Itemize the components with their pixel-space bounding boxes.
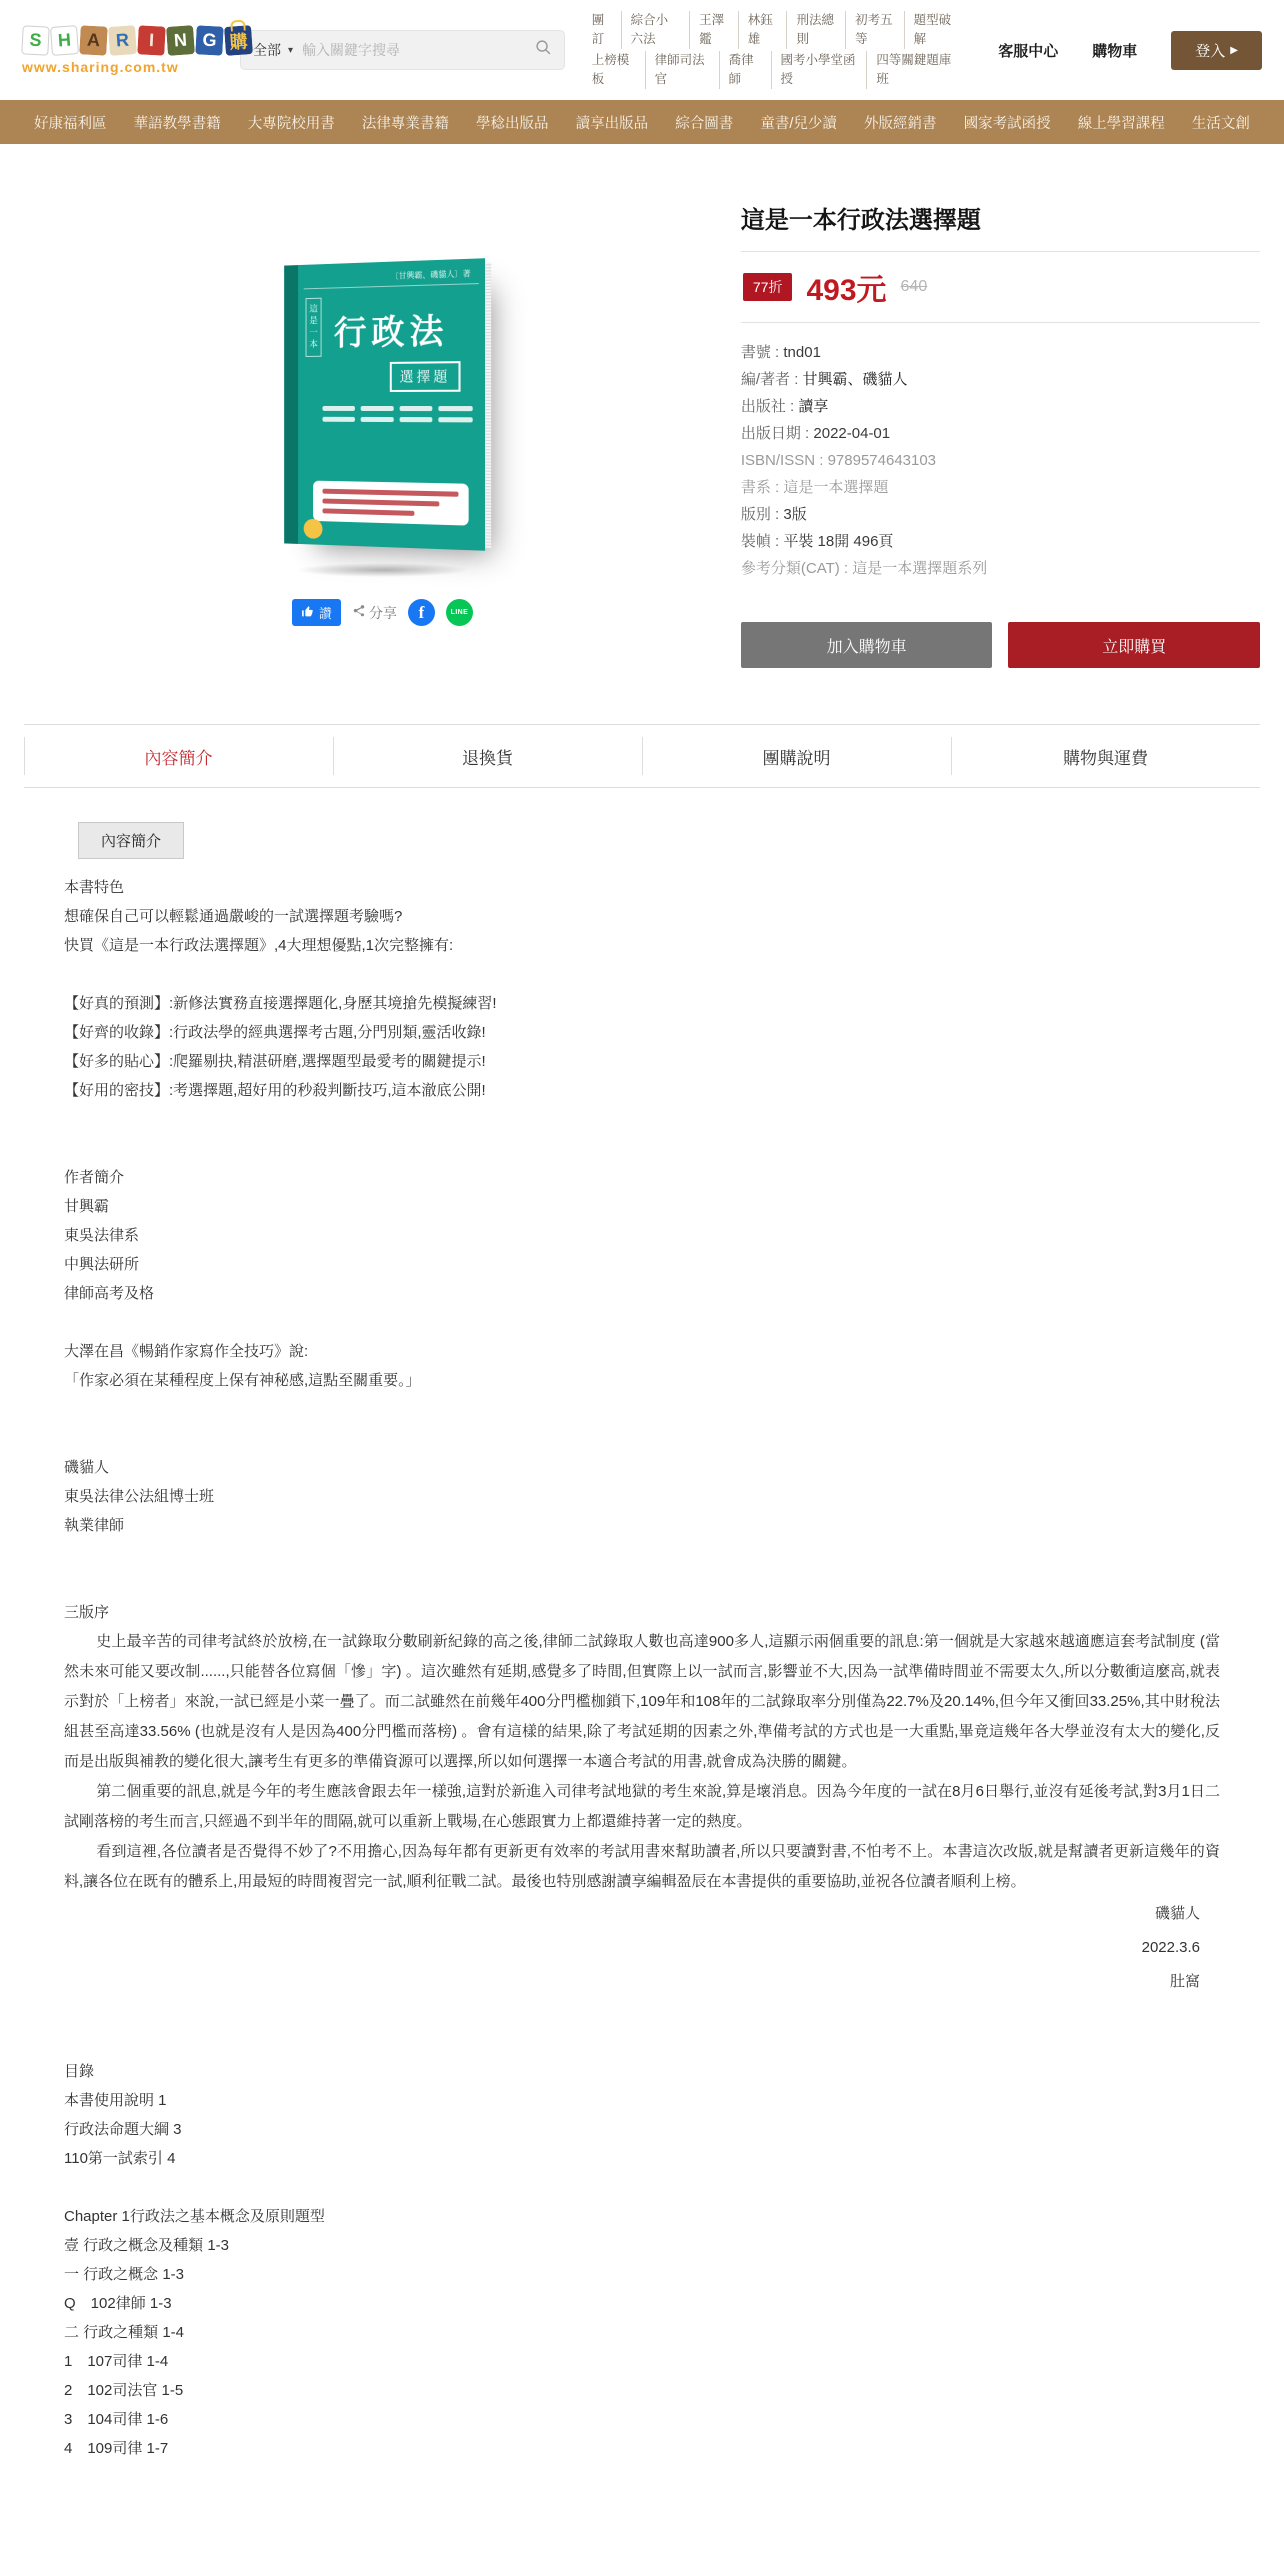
cover-subtitle: 選擇題: [390, 361, 461, 392]
search-icon[interactable]: [535, 39, 552, 61]
main: [24, 144, 1260, 2463]
login-button[interactable]: [1171, 31, 1262, 70]
nav-item[interactable]: 讀享出版品: [575, 115, 649, 132]
meta-value: 甘興霸、磯貓人: [802, 371, 908, 388]
quick-links-row-2: [583, 51, 963, 89]
meta-row: [741, 447, 1260, 474]
meta-label: 書系 :: [740, 479, 784, 496]
content-line: 【好用的密技】:考選擇題,超好用的秒殺判斷技巧,這本澈底公開!: [64, 1082, 486, 1099]
arrow-right-icon: ▶: [1230, 44, 1238, 56]
content-line: 1 107司律 1-4: [64, 2353, 169, 2370]
quick-link[interactable]: 喬律師: [720, 51, 772, 89]
content-line: [64, 1424, 1220, 1453]
quick-link[interactable]: 上榜模板: [583, 51, 646, 89]
logo-letter: A: [79, 25, 107, 55]
quick-link[interactable]: 四等關鍵題庫班: [876, 53, 952, 86]
content-line: [64, 1395, 1220, 1424]
add-to-cart-button[interactable]: 加入購物車: [741, 622, 993, 668]
quick-link[interactable]: 律師司法官: [646, 51, 720, 89]
meta-value: 平裝 18開 496頁: [783, 533, 894, 550]
book-spine: [285, 265, 299, 544]
meta-value: tnd01: [783, 344, 821, 361]
logo-url: www.sharing.com.tw: [22, 58, 179, 75]
meta-value: 9789574643103: [827, 452, 937, 469]
content-line: 目錄: [64, 2063, 95, 2080]
content-line: 三版序: [64, 1604, 110, 1621]
meta-value: 這是一本選擇題系列: [852, 560, 988, 577]
content-line: 看到這裡,各位讀者是否覺得不妙了?不用擔心,因為每年都有更新更有效率的考試用書來幫助讀者,所以只要讀對書,不怕考不上。本書這次改版,就是幫讀者更新這幾年的資料,讓各位在既有的體系上,用最短的時間複習完一試,順利征戰二試。最後也特別感謝讀享編輯盈辰在本書提供的重要協助,並祝各位讀者順利上榜。: [64, 1843, 1220, 1890]
line-icon[interactable]: LINE: [446, 599, 473, 626]
content-line: 磯貓人: [64, 1459, 110, 1476]
cover-note-box: [314, 481, 470, 526]
search-input[interactable]: [300, 41, 528, 59]
content-line: [64, 1540, 1220, 1569]
quick-link[interactable]: 初考五等: [846, 11, 905, 49]
quick-link[interactable]: 綜合小六法: [622, 11, 691, 49]
original-price: 640: [900, 278, 928, 295]
content-line: Chapter 1行政法之基本概念及原則題型: [64, 2208, 325, 2225]
meta-label: 版別 :: [740, 506, 784, 523]
book-cover-image: [285, 258, 486, 551]
content-line: 4 109司律 1-7: [64, 2440, 169, 2457]
content-line: [64, 1134, 1220, 1163]
content-line: 110第一試索引 4: [64, 2150, 176, 2167]
discount-badge: 77折: [743, 273, 793, 301]
content-line: 第二個重要的訊息,就是今年的考生應該會跟去年一樣強,這對於新進入司律考試地獄的考生來說,算是壞消息。因為今年度的一試在8月6日舉行,並沒有延後考試,對3月1日二試剛落榜的考生而言,只經過不到半年的間隔,就可以重新上戰場,在心態跟實力上都還維持著一定的熱度。: [64, 1783, 1220, 1830]
product-media-column: [24, 200, 741, 668]
facebook-icon[interactable]: f: [408, 599, 435, 626]
nav-item[interactable]: 華語教學書籍: [133, 115, 221, 132]
content-line: 快買《這是一本行政法選擇題》,4大理想優點,1次完整擁有:: [64, 937, 454, 954]
customer-service-link[interactable]: 客服中心: [998, 42, 1059, 60]
logo-letter: G: [195, 25, 223, 55]
meta-row: [741, 339, 1260, 366]
meta-label: 裝幀 :: [740, 533, 784, 550]
facebook-like-button[interactable]: [292, 599, 341, 626]
product-title: 這是一本行政法選擇題: [740, 207, 981, 234]
cart-link[interactable]: 購物車: [1092, 42, 1138, 60]
content-line: [64, 960, 1220, 989]
nav-item[interactable]: 外版經銷書: [864, 115, 937, 132]
price-row: [741, 251, 1260, 323]
quick-link[interactable]: 王澤鑑: [690, 11, 739, 49]
meta-label: 出版日期 :: [740, 425, 814, 442]
meta-label: 出版社 :: [740, 398, 799, 415]
logo-letter: S: [21, 25, 49, 55]
nav-item[interactable]: 線上學習課程: [1077, 115, 1165, 132]
cover-series: 這是一本: [306, 298, 322, 357]
search-bar: [240, 30, 565, 70]
quick-link[interactable]: 團訂: [583, 11, 622, 49]
tab[interactable]: 團購說明: [642, 725, 951, 787]
quick-link[interactable]: 林鈺雄: [739, 11, 788, 49]
content-line: [64, 1569, 1220, 1598]
content-line: 行政法命題大綱 3: [64, 2121, 182, 2138]
logo-letter: 購: [224, 25, 253, 56]
content-line: 史上最辛苦的司律考試終於放榜,在一試錄取分數刷新紀錄的高之後,律師二試錄取人數也高達900多人,這顯示兩個重要的訊息:第一個就是大家越來越適應這套考試制度 (當然未來可能又要改制......,只能替各位寫個「慘」字) 。這次雖然有延期,感覺多了時間,但實際上以一試而言,影響並不大,因為一試準備時間並不需要太久,所以分數衝這麼高,就表示對於「上榜者」來說,一試已經是小菜一疊了。而二試雖然在前幾年400分門檻枷鎖下,109年和108年的二試錄取率分別僅為22.7%及20.14%,但今年又衝回33.25%,其中財稅法組甚至高達33.56% (也就是沒有人是因為400分門檻而落榜) 。會有這樣的結果,除了考試延期的因素之外,準備考試的方式也是一大重點,畢竟這幾年各大學並沒有太大的變化,反而是出版與補教的變化很大,讓考生有更多的準備資源可以選擇,所以如何選擇一本適合考試的用書,就會成為決勝的關鍵。: [64, 1633, 1220, 1770]
cover-title: 行政法: [334, 312, 449, 353]
book-cover: [262, 262, 502, 577]
nav-item[interactable]: 童書/兒少讀: [760, 115, 837, 132]
cover-authors: 〔甘興霸、磯貓人〕著: [304, 258, 479, 289]
meta-row: [741, 501, 1260, 528]
product-meta-list: [741, 339, 1260, 582]
nav-item[interactable]: 法律專業書籍: [361, 115, 449, 132]
quick-link[interactable]: 國考小學堂函授: [772, 51, 868, 89]
meta-row: [741, 366, 1260, 393]
content-line: 中興法研所: [64, 1256, 140, 1273]
meta-label: 編/著者 :: [740, 371, 803, 388]
nav-item[interactable]: 國家考試函授: [963, 115, 1051, 132]
share-button[interactable]: [352, 603, 397, 623]
tab[interactable]: 購物與運費: [951, 725, 1260, 787]
tab[interactable]: 內容簡介: [24, 725, 333, 787]
content-line: 【好齊的收錄】:行政法學的經典選擇考古題,分門別類,靈活收錄!: [64, 1024, 486, 1041]
thumb-up-icon: [301, 605, 314, 621]
category-nav: [0, 100, 1284, 144]
content-line: 【好真的預測】:新修法實務直接選擇題化,身歷其境搶先模擬練習!: [64, 995, 497, 1012]
content-line: [64, 1105, 1220, 1134]
cover-feature-lines: [323, 406, 473, 422]
description-body: [64, 873, 1220, 2463]
logo-letter-tiles: [22, 26, 252, 55]
login-label: 登入: [1195, 42, 1226, 60]
logo-letter: H: [50, 25, 79, 56]
quick-links-row-1: [583, 11, 963, 49]
quick-link[interactable]: 題型破解: [913, 13, 952, 46]
meta-row: [741, 420, 1260, 447]
meta-label: ISBN/ISSN :: [740, 452, 828, 469]
content-line: 磯貓人: [1154, 1905, 1200, 1922]
share-row: [24, 599, 741, 626]
content-line: 「作家必須在某種程度上保有神秘感,這點至關重要。」: [64, 1372, 421, 1389]
share-icon: [352, 604, 366, 621]
nav-item[interactable]: 大專院校用書: [247, 115, 335, 132]
content-line: 2022.3.6: [1141, 1939, 1200, 1956]
content-line: [64, 1999, 1220, 2028]
content-line: 【好多的貼心】:爬羅剔抉,精湛研磨,選擇題型最愛考的關鍵提示!: [64, 1053, 486, 1070]
content-line: 東吳法律公法組博士班: [64, 1488, 215, 1505]
site-header: [0, 0, 1284, 100]
content-line: 作者簡介: [64, 1169, 125, 1186]
meta-label: 參考分類(CAT) :: [740, 560, 853, 577]
meta-value: 3版: [783, 506, 807, 523]
description-section: [24, 788, 1260, 2463]
detail-tabs: [24, 724, 1260, 788]
sale-price: 493元: [806, 274, 887, 307]
nav-item[interactable]: 好康福利區: [34, 115, 107, 132]
content-line: 本書使用說明 1: [64, 2092, 167, 2109]
meta-row: [741, 555, 1260, 582]
cover-badge-dot: [304, 519, 323, 539]
meta-row: [741, 474, 1260, 501]
quick-link[interactable]: 刑法總則: [787, 11, 846, 49]
logo-letter: I: [137, 25, 165, 55]
meta-row: [741, 393, 1260, 420]
action-buttons: [741, 622, 1260, 668]
book-shadow: [296, 563, 469, 577]
tab[interactable]: 退換貨: [333, 725, 642, 787]
nav-item[interactable]: 學稔出版品: [476, 115, 549, 132]
content-line: 壹 行政之概念及種類 1-3: [64, 2237, 230, 2254]
content-line: 律師高考及格: [64, 1285, 155, 1302]
meta-value: 這是一本選擇題: [783, 479, 889, 496]
content-line: 二 行政之種類 1-4: [64, 2324, 185, 2341]
content-line: 本書特色: [64, 879, 125, 896]
content-line: 3 104司律 1-6: [64, 2411, 169, 2428]
nav-item[interactable]: 綜合圖書: [675, 115, 734, 132]
share-label: 分享: [368, 604, 397, 621]
meta-value: 2022-04-01: [813, 425, 891, 442]
content-line: 執業律師: [64, 1517, 125, 1534]
buy-now-button[interactable]: 立即購買: [1008, 622, 1260, 668]
section-badge: 內容簡介: [78, 822, 184, 859]
content-line: 想確保自己可以輕鬆通過嚴峻的一試選擇題考驗嗎?: [64, 908, 403, 925]
meta-value: 讀享: [798, 398, 829, 415]
product-section: [24, 144, 1260, 668]
content-line: [64, 2173, 1220, 2202]
content-line: 2 102司法官 1-5: [64, 2382, 184, 2399]
product-info-column: [741, 200, 1260, 668]
content-line: [64, 1308, 1220, 1337]
site-logo[interactable]: [22, 26, 249, 75]
content-line: 大澤在昌《暢銷作家寫作全技巧》說:: [64, 1343, 309, 1360]
meta-row: [741, 528, 1260, 555]
content-line: Q 102律師 1-3: [64, 2295, 172, 2312]
like-label: 讚: [318, 606, 332, 621]
content-line: 肚窩: [1169, 1973, 1200, 1990]
content-line: 甘興霸: [64, 1198, 110, 1215]
logo-letter: N: [166, 25, 195, 56]
content-line: 東吳法律系: [64, 1227, 140, 1244]
chevron-down-icon[interactable]: ▾: [288, 44, 294, 56]
meta-label: 書號 :: [740, 344, 784, 361]
logo-letter: R: [108, 25, 137, 56]
quick-links: [583, 11, 963, 89]
content-line: [64, 2028, 1220, 2057]
nav-item[interactable]: 生活文創: [1191, 115, 1250, 132]
search-category-select[interactable]: 全部: [253, 42, 281, 58]
content-line: 一 行政之概念 1-3: [64, 2266, 185, 2283]
book-front-cover: [299, 258, 486, 551]
